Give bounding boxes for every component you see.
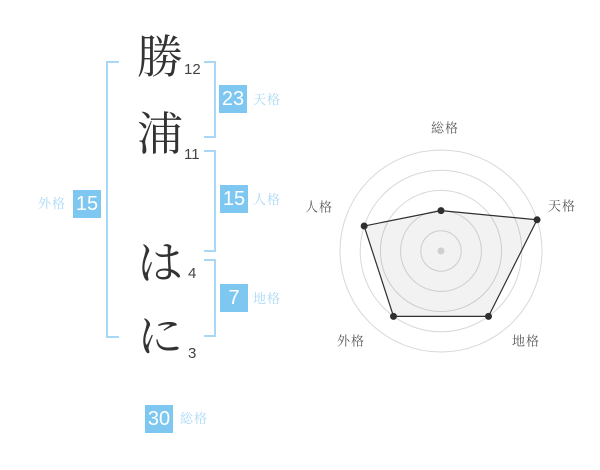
radar-center-dot bbox=[438, 248, 445, 255]
radar-data-point bbox=[361, 223, 368, 230]
tenkaku-bracket bbox=[204, 61, 216, 138]
radar-data-point bbox=[534, 216, 541, 223]
soukaku-value-box: 30 bbox=[145, 405, 173, 433]
jinkaku-value-box: 15 bbox=[220, 185, 248, 213]
stroke-count-2: 11 bbox=[184, 146, 200, 163]
chikaku-bracket bbox=[204, 259, 216, 337]
stroke-count-3: 4 bbox=[188, 265, 197, 282]
name-char-2: 浦 bbox=[137, 108, 183, 160]
soukaku-label: 総格 bbox=[180, 411, 209, 426]
radar-data-point bbox=[390, 313, 397, 320]
radar-axis-label: 人格 bbox=[304, 199, 334, 215]
stroke-count-4: 3 bbox=[188, 345, 197, 362]
radar-data-point bbox=[485, 313, 492, 320]
gaikaku-label: 外格 bbox=[38, 196, 67, 211]
tenkaku-label: 天格 bbox=[253, 92, 282, 107]
gaikaku-value-box: 15 bbox=[73, 190, 101, 218]
jinkaku-label: 人格 bbox=[253, 192, 282, 207]
gaikaku-bracket bbox=[106, 61, 119, 338]
name-char-3: は bbox=[137, 237, 183, 289]
radar-axis-label: 天格 bbox=[547, 198, 577, 214]
name-char-1: 勝 bbox=[137, 31, 183, 83]
radar-axis-label: 総格 bbox=[430, 120, 460, 136]
chikaku-label: 地格 bbox=[253, 291, 282, 306]
radar-data-point bbox=[438, 207, 445, 214]
tenkaku-value-box: 23 bbox=[219, 85, 247, 113]
stroke-count-1: 12 bbox=[184, 61, 201, 78]
radar-axis-label: 地格 bbox=[511, 333, 541, 349]
radar-chart bbox=[300, 100, 600, 400]
radar-axis-label: 外格 bbox=[336, 333, 366, 349]
radar-series-polygon bbox=[364, 211, 537, 317]
name-char-4: に bbox=[137, 310, 183, 362]
chikaku-value-box: 7 bbox=[220, 284, 248, 312]
jinkaku-bracket bbox=[204, 150, 216, 252]
